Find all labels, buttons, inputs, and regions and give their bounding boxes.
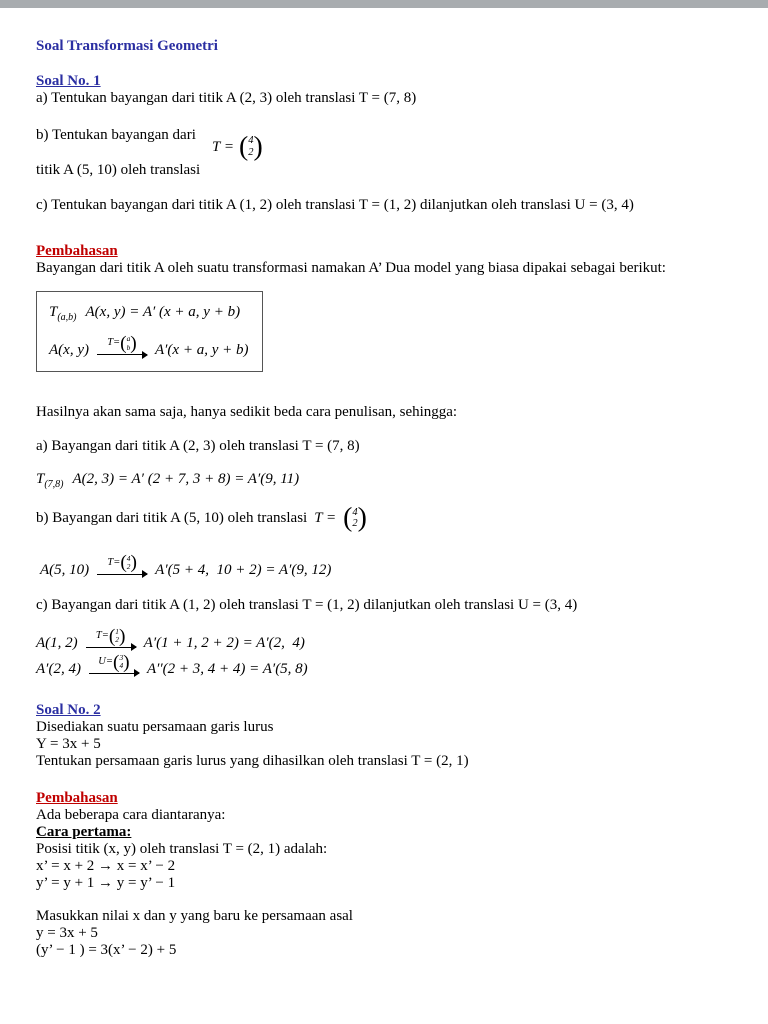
model-2-rhs: A′(x + a, y + b)	[154, 342, 249, 359]
vector-equals-label: T =	[212, 138, 234, 155]
heading-soal-1: Soal No. 1	[36, 73, 101, 89]
answer-c2-rhs: A′′(2 + 3, 4 + 4) = A′(5, 8)	[146, 660, 308, 677]
answer-b-rhs: A′(5 + 4, 10 + 2) = A′(9, 12)	[155, 561, 332, 578]
pembahasan-1-intro: Bayangan dari titik A oleh suatu transformasi namakan A’ Dua model yang biasa dipakai sebagai berikut:	[36, 260, 666, 276]
left-paren: (	[108, 625, 116, 647]
page-title: Soal Transformasi Geometri	[36, 38, 218, 54]
translation-arrow	[97, 335, 147, 359]
answer-a-rest: A(2, 3) = A′ (2 + 7, 3 + 8) = A′(9, 11)	[72, 471, 300, 488]
answer-b-vector-equals: T =	[314, 509, 337, 526]
answer-a-heading: a) Bayangan dari titik A (2, 3) oleh translasi T = (7, 8)	[36, 438, 360, 455]
answer-a-formula	[36, 471, 738, 490]
problem-c-text: c) Tentukan bayangan dari titik A (1, 2) oleh translasi T = (1, 2) dilanjutkan oleh translasi U = (3, 4)	[36, 197, 634, 213]
vector-top: 4	[352, 506, 358, 518]
column-vector	[108, 625, 126, 647]
answer-a-subscript: (7,8)	[44, 479, 64, 491]
arrow-label	[107, 552, 137, 574]
heading-pembahasan-2: Pembahasan	[36, 789, 118, 806]
answer-b-heading	[36, 502, 738, 534]
answer-c-heading: c) Bayangan dari titik A (1, 2) oleh translasi T = (1, 2) dilanjutkan oleh translasi U = (3, 4)	[36, 596, 578, 613]
equation-y: y’ = y + 1 → y = y’ − 1	[36, 874, 176, 891]
right-paren: )	[118, 625, 126, 647]
problem-b-translation-math	[212, 131, 263, 162]
vector-bottom: b	[126, 342, 131, 352]
arrow-label	[107, 335, 137, 352]
pembahasan-2-line-1: Ada beberapa cara diantaranya:	[36, 806, 226, 823]
column-vector	[343, 502, 367, 534]
arrow-label	[98, 651, 130, 673]
vector-top: 3	[119, 652, 124, 662]
left-paren: (	[120, 552, 127, 574]
translation-arrow	[89, 651, 139, 678]
vector-top: 1	[115, 626, 119, 636]
column-vector	[112, 651, 130, 673]
soal-2-line-1: Disediakan suatu persamaan garis lurus	[36, 718, 274, 735]
problem-b	[36, 127, 738, 179]
model-1-rest: A(x, y) = A′ (x + a, y + b)	[85, 304, 241, 320]
cara-pertama-heading: Cara pertama:	[36, 823, 132, 840]
vector-top: 4	[248, 135, 254, 147]
answer-c2-lhs: A′(2, 4)	[36, 660, 81, 677]
equation-x: x’ = x + 2 → x = x’ − 2	[36, 857, 176, 874]
model-1-t: T	[49, 304, 58, 320]
answer-b-formula	[40, 554, 738, 578]
arrow-label-prefix: T=	[107, 556, 121, 568]
model-2-lhs: A(x, y)	[49, 342, 89, 359]
translation-arrow	[97, 554, 147, 578]
vector-top: a	[126, 334, 131, 344]
equation-substituted: (y’ − 1 ) = 3(x’ − 2) + 5	[36, 941, 177, 958]
model-2-formula	[49, 335, 248, 359]
vector-bottom: 2	[115, 635, 119, 645]
arrow-line-icon	[97, 574, 147, 575]
vector-top: 4	[126, 553, 131, 563]
right-paren: )	[357, 502, 367, 534]
answer-c-formula-2	[36, 651, 738, 678]
soal-2-line-3: Tentukan persamaan garis lurus yang dihasilkan oleh translasi T = (2, 1)	[36, 752, 469, 769]
translation-arrow	[86, 625, 136, 652]
left-paren: (	[120, 333, 127, 354]
problem-b-line-2: titik A (5, 10) oleh translasi	[36, 162, 201, 178]
left-paren: (	[238, 131, 249, 162]
arrow-label-prefix: U=	[98, 655, 113, 667]
document-page	[0, 8, 768, 1024]
arrow-label-prefix: T=	[95, 629, 109, 641]
right-paren: )	[130, 333, 137, 354]
model-1-formula	[49, 304, 248, 323]
answer-a-t: T	[36, 471, 45, 488]
right-paren: )	[253, 131, 263, 162]
problem-b-line-1: b) Tentukan bayangan dari	[36, 127, 196, 143]
arrow-line-icon	[89, 673, 139, 674]
answer-b-heading-text: b) Bayangan dari titik A (5, 10) oleh translasi	[36, 509, 308, 526]
arrow-label-prefix: T=	[107, 337, 121, 349]
formula-box	[36, 291, 263, 372]
answer-c1-rhs: A′(1 + 1, 2 + 2) = A′(2, 4)	[143, 634, 305, 651]
column-vector	[120, 552, 137, 574]
model-1-subscript: (a,b)	[57, 312, 77, 323]
equation-original: y = 3x + 5	[36, 924, 98, 941]
right-paren: )	[130, 552, 137, 574]
left-paren: (	[343, 502, 353, 534]
answer-b-lhs: A(5, 10)	[40, 561, 90, 578]
answer-c-formula-1	[36, 625, 738, 652]
soal-2-equation: Y = 3x + 5	[36, 735, 101, 752]
arrow-line-icon	[97, 354, 147, 355]
vector-bottom: 2	[352, 518, 358, 530]
left-paren: (	[112, 651, 120, 673]
column-vector	[238, 131, 263, 162]
heading-pembahasan-1: Pembahasan	[36, 243, 118, 259]
vector-bottom: 2	[248, 147, 254, 159]
arrow-label	[95, 625, 126, 647]
arrow-line-icon	[86, 647, 136, 648]
pembahasan-1-note: Hasilnya akan sama saja, hanya sedikit beda cara penulisan, sehingga:	[36, 404, 458, 421]
right-paren: )	[123, 651, 130, 673]
pembahasan-2-line-3: Masukkan nilai x dan y yang baru ke persamaan asal	[36, 907, 353, 924]
vector-bottom: 2	[126, 562, 131, 572]
answer-c1-lhs: A(1, 2)	[36, 634, 78, 651]
pembahasan-2-line-2: Posisi titik (x, y) oleh translasi T = (2, 1) adalah:	[36, 840, 328, 857]
vector-bottom: 4	[119, 661, 124, 671]
column-vector	[120, 335, 137, 352]
heading-soal-2: Soal No. 2	[36, 701, 101, 718]
problem-a-text: a) Tentukan bayangan dari titik A (2, 3) oleh translasi T = (7, 8)	[36, 90, 417, 106]
